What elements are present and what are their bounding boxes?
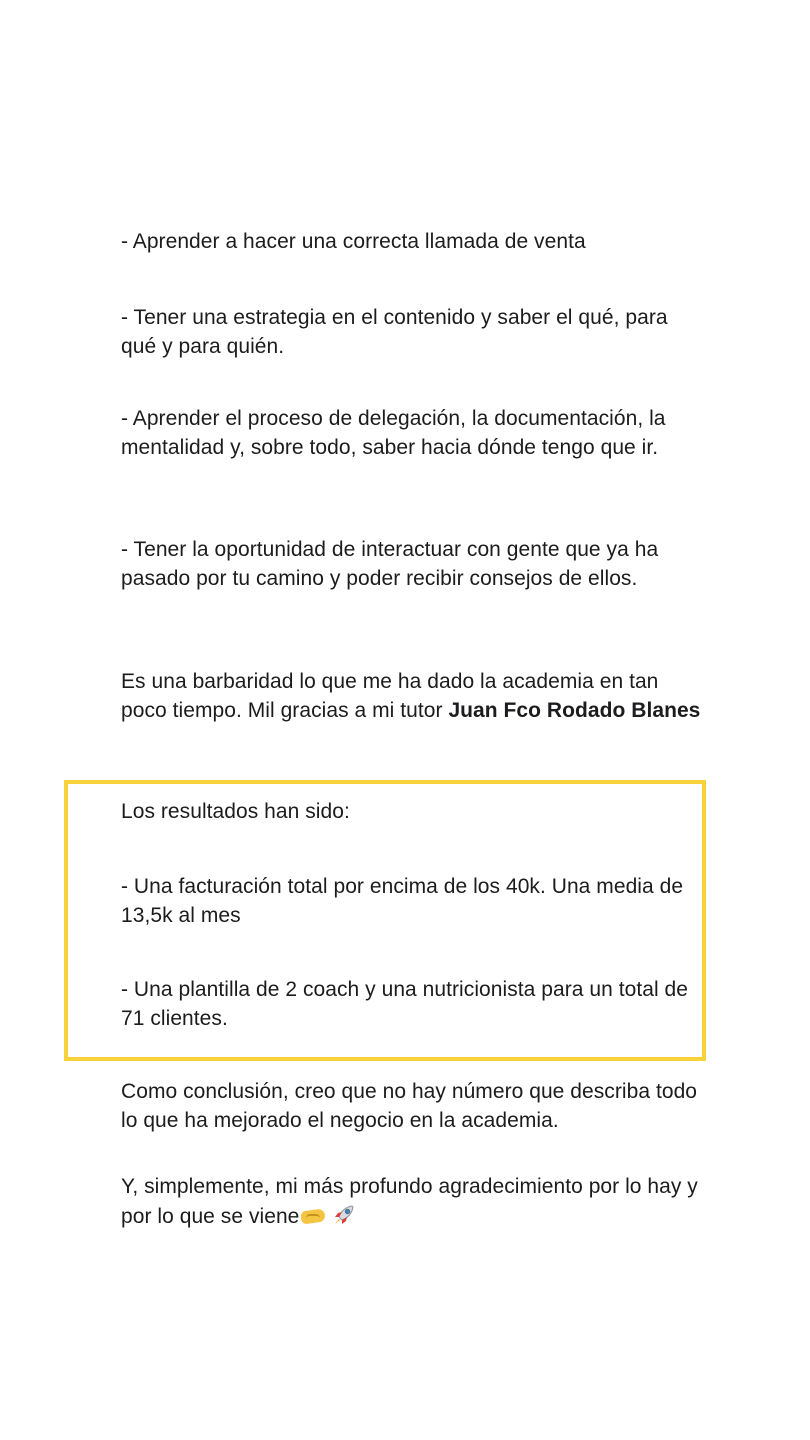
gratitude-text: Y, simplemente, mi más profundo agradecimiento por lo hay y por lo que se viene xyxy=(121,1175,698,1228)
thanks-text: Es una barbaridad lo que me ha dado la academia en tan poco tiempo. Mil gracias a mi tutor xyxy=(121,670,659,722)
conclusion-paragraph: Como conclusión, creo que no hay número que describa todo lo que ha mejorado el negocio en la academia. xyxy=(121,1080,698,1132)
benefit-item-delegation: - Aprender el proceso de delegación, la documentación, la mentalidad y, sobre todo, saber hacia dónde tengo que ir. xyxy=(121,407,666,459)
result-item-team: - Una plantilla de 2 coach y una nutricionista para un total de 71 clientes. xyxy=(121,978,689,1030)
results-heading: Los resultados han sido: xyxy=(121,800,350,823)
thanks-paragraph xyxy=(121,668,701,725)
tutor-name: Juan Fco Rodado Blanes xyxy=(448,698,701,722)
result-item-revenue: - Una facturación total por encima de los 40k. Una media de 13,5k al mes xyxy=(121,875,684,927)
benefit-item-networking: - Tener la oportunidad de interactuar con gente que ya ha pasado por tu camino y poder recibir consejos de ellos. xyxy=(121,538,659,590)
gratitude-paragraph xyxy=(121,1173,701,1231)
rocket-icon xyxy=(331,1202,357,1228)
benefit-item-content-strategy: - Tener una estrategia en el contenido y saber el qué, para qué y para quién. xyxy=(121,306,668,358)
benefit-item-sales-call: - Aprender a hacer una correcta llamada de venta xyxy=(121,230,586,253)
handshake-icon xyxy=(300,1206,326,1226)
